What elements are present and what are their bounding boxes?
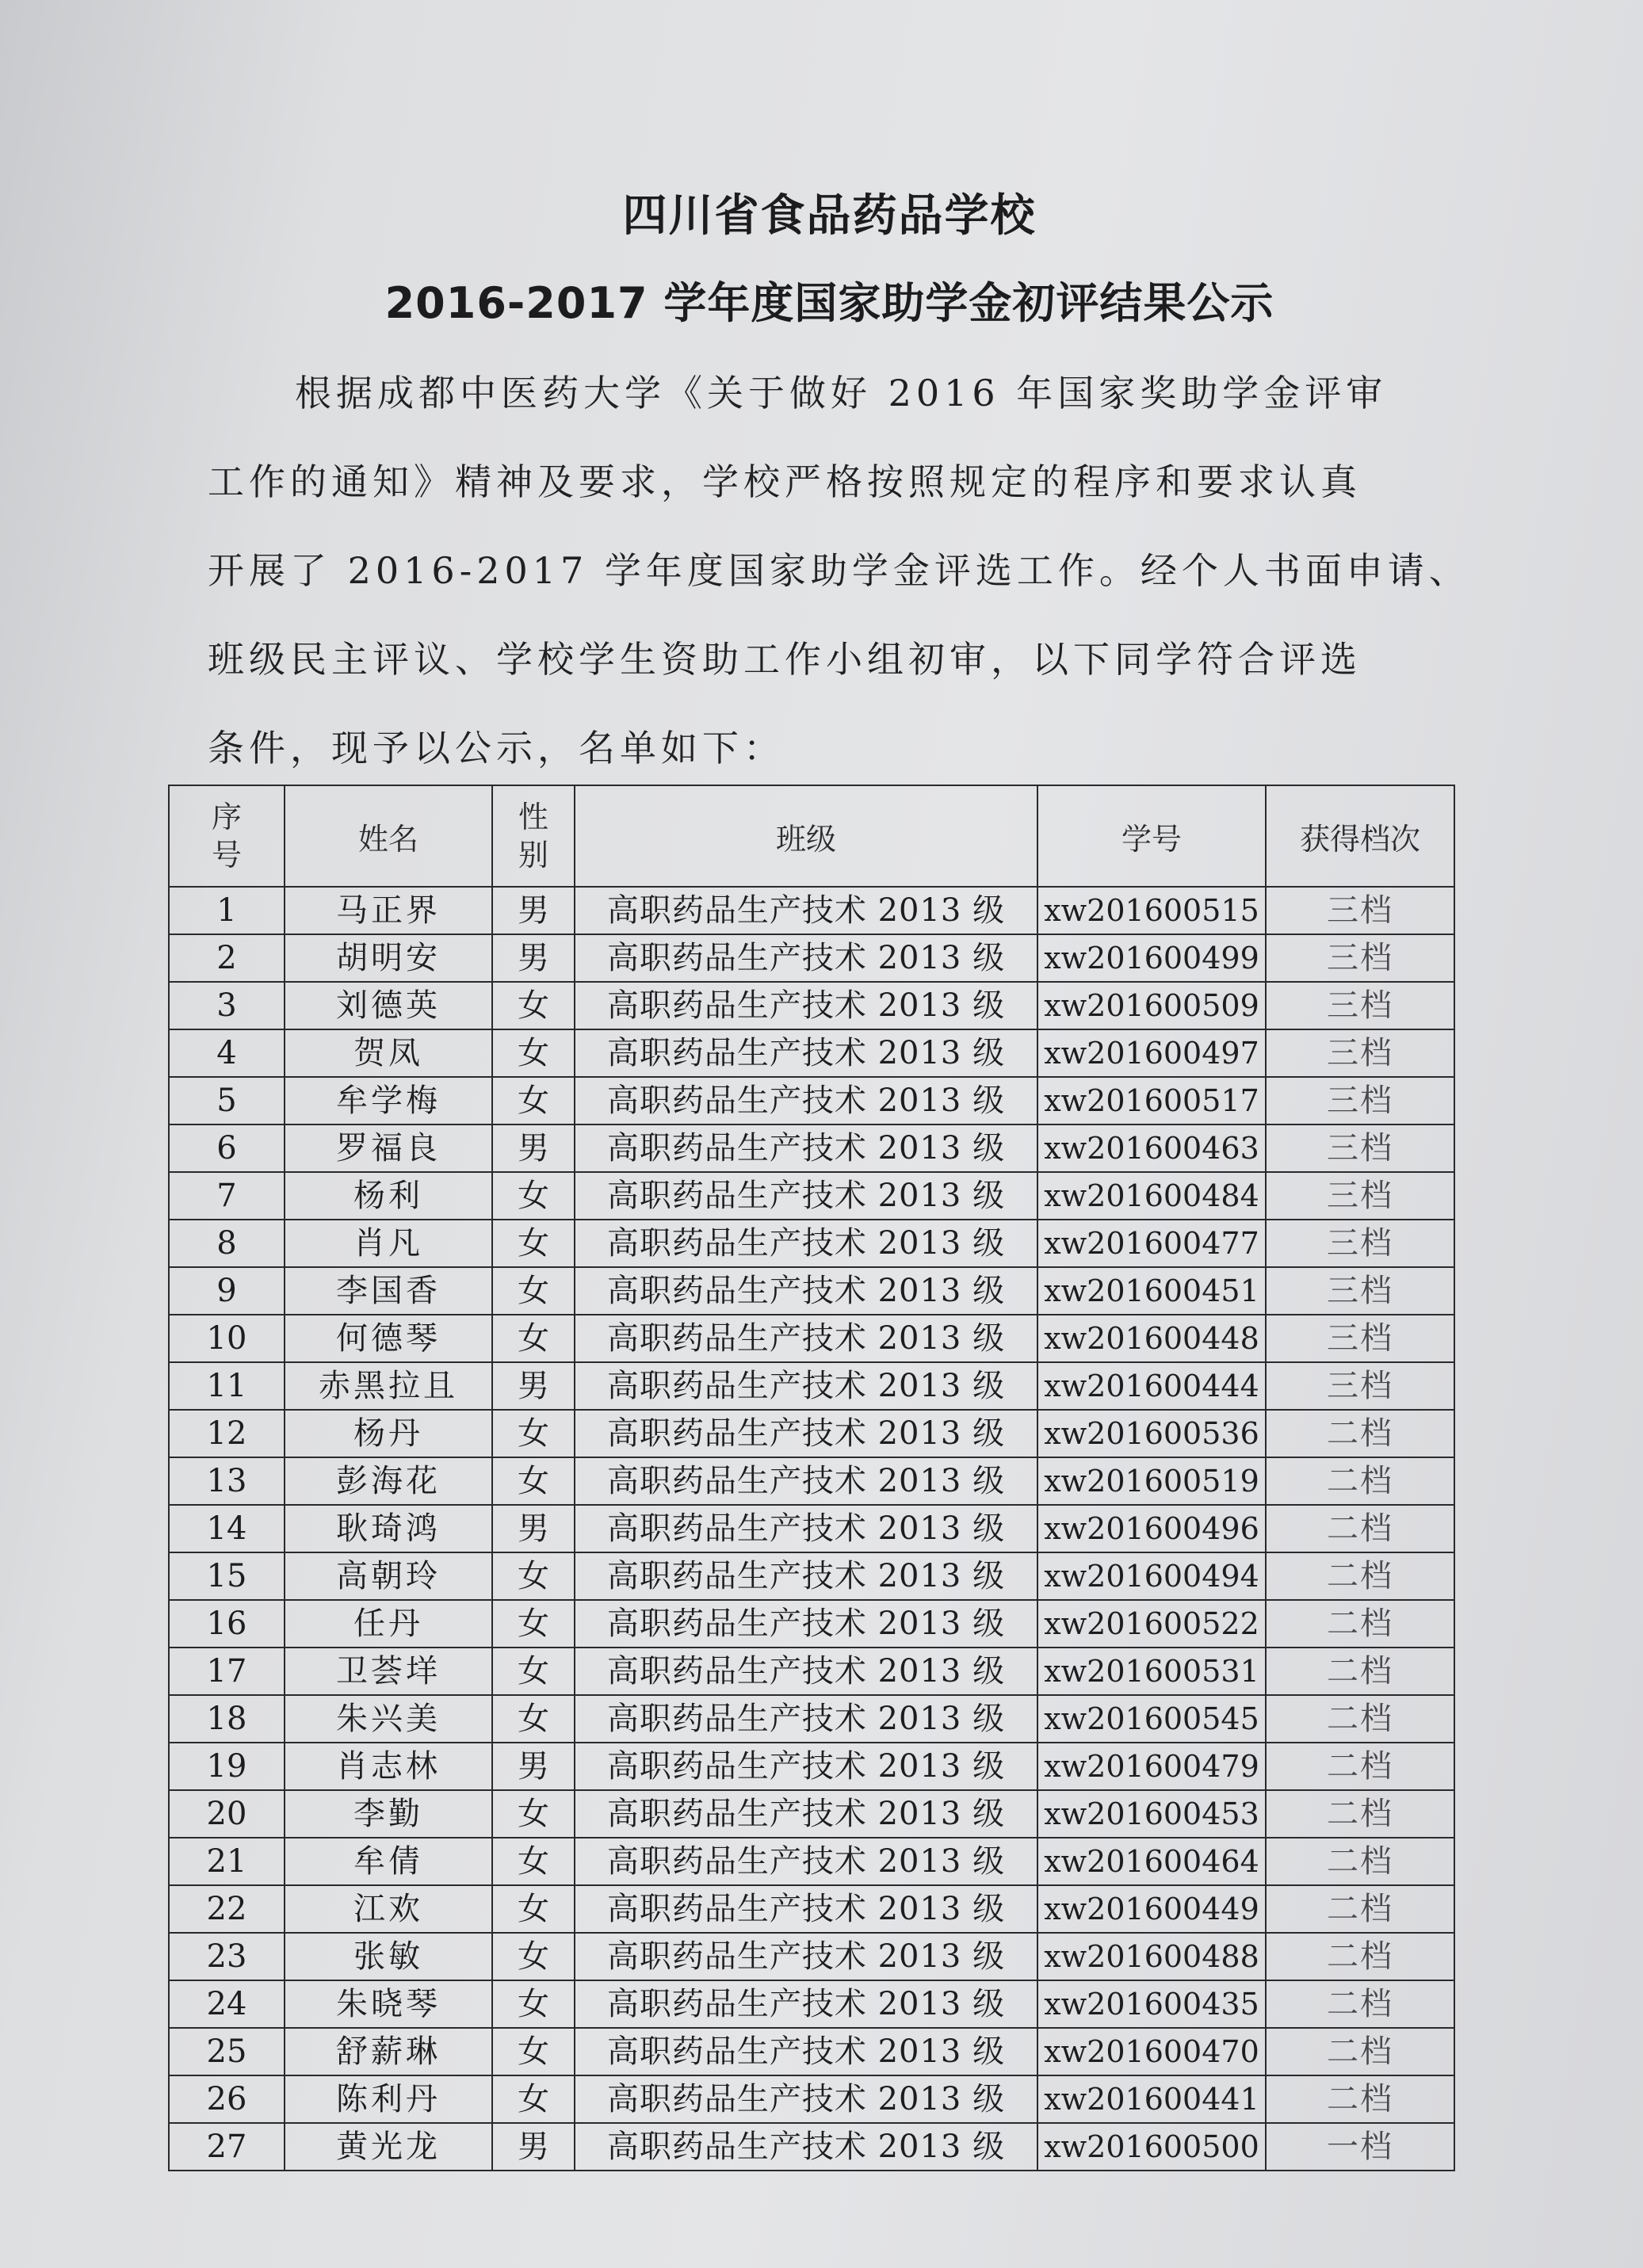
cell-level: 二档 [1266,1885,1454,1933]
cell-seq: 23 [169,1933,285,1980]
cell-student-id: xw201600453 [1037,1790,1266,1838]
cell-name: 陈利丹 [285,2075,492,2123]
cell-name: 舒薪琳 [285,2028,492,2075]
table-row [169,1077,1454,1124]
table-row [169,1790,1454,1838]
cell-sex: 男 [492,1124,575,1172]
cell-student-id: xw201600464 [1037,1838,1266,1885]
cell-name: 任丹 [285,1600,492,1648]
header-sex [492,785,575,887]
cell-seq: 5 [169,1077,285,1124]
cell-student-id: xw201600488 [1037,1933,1266,1980]
paragraph-line: 班级民主评议、学校学生资助工作小组初审，以下同学符合评选 [208,638,1362,681]
cell-class: 高职药品生产技术 2013 级 [575,1980,1037,2028]
cell-level: 三档 [1266,887,1454,934]
cell-sex: 女 [492,1457,575,1505]
cell-class: 高职药品生产技术 2013 级 [575,1077,1037,1124]
cell-seq: 1 [169,887,285,934]
cell-class: 高职药品生产技术 2013 级 [575,2123,1037,2171]
cell-name: 马正界 [285,887,492,934]
table-row [169,1933,1454,1980]
cell-seq: 18 [169,1695,285,1743]
cell-level: 二档 [1266,1648,1454,1695]
cell-student-id: xw201600500 [1037,2123,1266,2171]
table-row [169,1124,1454,1172]
cell-sex: 女 [492,1029,575,1077]
cell-level: 三档 [1266,934,1454,982]
cell-class: 高职药品生产技术 2013 级 [575,1410,1037,1457]
cell-seq: 25 [169,2028,285,2075]
cell-sex: 男 [492,1743,575,1790]
cell-student-id: xw201600451 [1037,1267,1266,1315]
cell-sex: 男 [492,887,575,934]
cell-class: 高职药品生产技术 2013 级 [575,1505,1037,1552]
cell-name: 耿琦鸿 [285,1505,492,1552]
table-row [169,1600,1454,1648]
paragraph-line: 条件，现予以公示，名单如下： [208,727,785,769]
cell-student-id: xw201600494 [1037,1552,1266,1600]
cell-class: 高职药品生产技术 2013 级 [575,1838,1037,1885]
cell-student-id: xw201600449 [1037,1885,1266,1933]
cell-seq: 12 [169,1410,285,1457]
cell-name: 刘德英 [285,982,492,1029]
cell-student-id: xw201600545 [1037,1695,1266,1743]
cell-student-id: xw201600435 [1037,1980,1266,2028]
cell-name: 张敏 [285,1933,492,1980]
cell-name: 肖凡 [285,1220,492,1267]
cell-seq: 19 [169,1743,285,1790]
cell-seq: 13 [169,1457,285,1505]
cell-level: 二档 [1266,1695,1454,1743]
header-seq-line2: 号 [211,838,242,872]
cell-class: 高职药品生产技术 2013 级 [575,1695,1037,1743]
table-row [169,1648,1454,1695]
cell-student-id: xw201600515 [1037,887,1266,934]
cell-sex: 女 [492,1077,575,1124]
cell-class: 高职药品生产技术 2013 级 [575,1885,1037,1933]
cell-class: 高职药品生产技术 2013 级 [575,1029,1037,1077]
cell-student-id: xw201600499 [1037,934,1266,982]
header-sex-line1: 性 [518,800,548,834]
cell-sex: 女 [492,1933,575,1980]
cell-seq: 7 [169,1172,285,1220]
cell-seq: 15 [169,1552,285,1600]
cell-sex: 女 [492,1838,575,1885]
cell-level: 二档 [1266,1790,1454,1838]
cell-level: 二档 [1266,1980,1454,2028]
cell-sex: 女 [492,1315,575,1362]
cell-level: 二档 [1266,1505,1454,1552]
cell-level: 三档 [1266,1077,1454,1124]
table-row [169,934,1454,982]
cell-class: 高职药品生产技术 2013 级 [575,2075,1037,2123]
table-row [169,1267,1454,1315]
cell-sex: 男 [492,1362,575,1410]
cell-sex: 女 [492,1552,575,1600]
cell-class: 高职药品生产技术 2013 级 [575,1790,1037,1838]
cell-level: 三档 [1266,1172,1454,1220]
cell-name: 黄光龙 [285,2123,492,2171]
paragraph-line: 工作的通知》精神及要求，学校严格按照规定的程序和要求认真 [208,460,1362,503]
cell-seq: 4 [169,1029,285,1077]
cell-sex: 女 [492,1648,575,1695]
cell-student-id: xw201600479 [1037,1743,1266,1790]
cell-student-id: xw201600522 [1037,1600,1266,1648]
cell-class: 高职药品生产技术 2013 级 [575,1743,1037,1790]
cell-level: 一档 [1266,2123,1454,2171]
cell-class: 高职药品生产技术 2013 级 [575,1267,1037,1315]
cell-student-id: xw201600477 [1037,1220,1266,1267]
cell-sex: 女 [492,1600,575,1648]
cell-class: 高职药品生产技术 2013 级 [575,1600,1037,1648]
table-row [169,2075,1454,2123]
cell-sex: 女 [492,1410,575,1457]
cell-class: 高职药品生产技术 2013 级 [575,2028,1037,2075]
table-row [169,887,1454,934]
cell-level: 二档 [1266,1457,1454,1505]
cell-class: 高职药品生产技术 2013 级 [575,1648,1037,1695]
header-level: 获得档次 [1266,785,1454,887]
header-seq [169,785,285,887]
cell-student-id: xw201600497 [1037,1029,1266,1077]
cell-level: 二档 [1266,2028,1454,2075]
cell-seq: 17 [169,1648,285,1695]
cell-student-id: xw201600531 [1037,1648,1266,1695]
cell-class: 高职药品生产技术 2013 级 [575,1552,1037,1600]
cell-name: 何德琴 [285,1315,492,1362]
table-row [169,1885,1454,1933]
cell-sex: 男 [492,2123,575,2171]
cell-student-id: xw201600444 [1037,1362,1266,1410]
cell-student-id: xw201600517 [1037,1077,1266,1124]
cell-name: 杨利 [285,1172,492,1220]
cell-seq: 2 [169,934,285,982]
cell-student-id: xw201600536 [1037,1410,1266,1457]
cell-name: 赤黑拉且 [285,1362,492,1410]
paragraph-line: 根据成都中医药大学《关于做好 2016 年国家奖助学金评审 [295,372,1388,414]
cell-level: 三档 [1266,1220,1454,1267]
school-title: 四川省食品药品学校 [622,190,1037,242]
cell-sex: 女 [492,982,575,1029]
cell-sex: 女 [492,1267,575,1315]
header-name: 姓名 [285,785,492,887]
cell-sex: 女 [492,2028,575,2075]
cell-name: 肖志林 [285,1743,492,1790]
table-row [169,1029,1454,1077]
cell-level: 二档 [1266,1743,1454,1790]
cell-class: 高职药品生产技术 2013 级 [575,1315,1037,1362]
cell-level: 二档 [1266,1838,1454,1885]
header-sex-line2: 别 [518,838,548,872]
header-student-id: 学号 [1037,785,1266,887]
table-row [169,1552,1454,1600]
cell-sex: 女 [492,1980,575,2028]
cell-sex: 女 [492,1220,575,1267]
cell-seq: 14 [169,1505,285,1552]
cell-level: 二档 [1266,1600,1454,1648]
table-row [169,2028,1454,2075]
cell-level: 三档 [1266,1029,1454,1077]
cell-level: 三档 [1266,1362,1454,1410]
cell-seq: 11 [169,1362,285,1410]
table-row [169,1838,1454,1885]
cell-seq: 24 [169,1980,285,2028]
cell-name: 胡明安 [285,934,492,982]
cell-sex: 女 [492,2075,575,2123]
cell-seq: 26 [169,2075,285,2123]
table-body [169,887,1454,2171]
cell-level: 三档 [1266,1124,1454,1172]
cell-sex: 女 [492,1790,575,1838]
cell-name: 江欢 [285,1885,492,1933]
cell-class: 高职药品生产技术 2013 级 [575,1172,1037,1220]
cell-sex: 女 [492,1695,575,1743]
paragraph-line: 开展了 2016-2017 学年度国家助学金评选工作。经个人书面申请、 [208,549,1470,592]
cell-seq: 9 [169,1267,285,1315]
cell-class: 高职药品生产技术 2013 级 [575,1933,1037,1980]
cell-name: 李勤 [285,1790,492,1838]
header-class: 班级 [575,785,1037,887]
announcement-heading: 2016-2017 学年度国家助学金初评结果公示 [384,278,1274,328]
cell-seq: 22 [169,1885,285,1933]
cell-seq: 16 [169,1600,285,1648]
table-row [169,1743,1454,1790]
cell-seq: 10 [169,1315,285,1362]
cell-seq: 6 [169,1124,285,1172]
cell-class: 高职药品生产技术 2013 级 [575,1220,1037,1267]
cell-class: 高职药品生产技术 2013 级 [575,887,1037,934]
cell-class: 高职药品生产技术 2013 级 [575,1457,1037,1505]
cell-sex: 女 [492,1172,575,1220]
cell-student-id: xw201600484 [1037,1172,1266,1220]
table-row [169,1457,1454,1505]
cell-name: 牟倩 [285,1838,492,1885]
table-row [169,1362,1454,1410]
cell-student-id: xw201600519 [1037,1457,1266,1505]
cell-level: 二档 [1266,1410,1454,1457]
table-row [169,1695,1454,1743]
cell-name: 高朝玲 [285,1552,492,1600]
cell-class: 高职药品生产技术 2013 级 [575,1362,1037,1410]
cell-sex: 男 [492,1505,575,1552]
cell-seq: 3 [169,982,285,1029]
cell-class: 高职药品生产技术 2013 级 [575,934,1037,982]
table-row [169,1172,1454,1220]
cell-name: 朱晓琴 [285,1980,492,2028]
table-row [169,982,1454,1029]
cell-name: 贺凤 [285,1029,492,1077]
cell-sex: 男 [492,934,575,982]
cell-sex: 女 [492,1885,575,1933]
cell-student-id: xw201600441 [1037,2075,1266,2123]
cell-student-id: xw201600448 [1037,1315,1266,1362]
table-row [169,1315,1454,1362]
header-seq-line1: 序 [211,800,242,834]
cell-level: 三档 [1266,1267,1454,1315]
cell-class: 高职药品生产技术 2013 级 [575,982,1037,1029]
cell-level: 二档 [1266,1552,1454,1600]
table-row [169,2123,1454,2171]
cell-student-id: xw201600496 [1037,1505,1266,1552]
recipient-table [168,785,1455,2171]
cell-seq: 27 [169,2123,285,2171]
cell-name: 卫荟垟 [285,1648,492,1695]
cell-class: 高职药品生产技术 2013 级 [575,1124,1037,1172]
table-row [169,1220,1454,1267]
table-row [169,1505,1454,1552]
cell-level: 二档 [1266,2075,1454,2123]
cell-name: 朱兴美 [285,1695,492,1743]
cell-name: 彭海花 [285,1457,492,1505]
cell-seq: 21 [169,1838,285,1885]
cell-name: 李国香 [285,1267,492,1315]
cell-level: 三档 [1266,982,1454,1029]
cell-student-id: xw201600509 [1037,982,1266,1029]
table-row [169,1980,1454,2028]
cell-level: 三档 [1266,1315,1454,1362]
table-header-row [169,785,1454,887]
table-row [169,1410,1454,1457]
cell-level: 二档 [1266,1933,1454,1980]
cell-seq: 8 [169,1220,285,1267]
cell-name: 牟学梅 [285,1077,492,1124]
cell-seq: 20 [169,1790,285,1838]
cell-name: 罗福良 [285,1124,492,1172]
cell-student-id: xw201600470 [1037,2028,1266,2075]
cell-name: 杨丹 [285,1410,492,1457]
cell-student-id: xw201600463 [1037,1124,1266,1172]
